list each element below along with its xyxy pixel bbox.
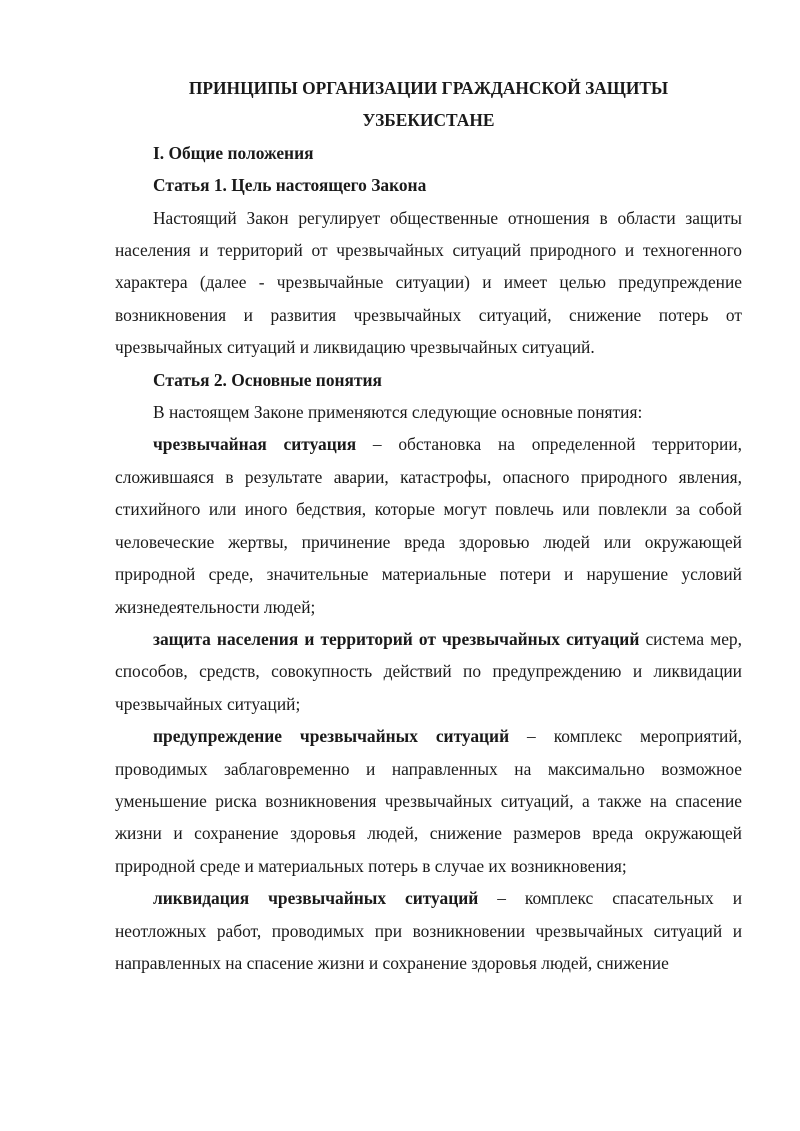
article-2-intro: В настоящем Законе применяются следующие основные понятия:: [153, 402, 643, 423]
article-1-text: Настоящий Закон регулирует общественные отношения в области защиты населения и территорий от чрезвычайных ситуаций природного и техногенного характера (далее - чрезвычайные ситуации) и имеет целью предупреждение возникновения и развития чрезвычайных ситуаций, снижение потерь от чрезвычайных ситуаций и ликвидацию чрезвычайных ситуаций.: [115, 207, 742, 358]
definition-term: чрезвычайная ситуация: [153, 434, 357, 455]
document-title: [115, 72, 742, 137]
definition-paragraph: [115, 882, 742, 979]
definition-text: – комплекс мероприятий, проводимых заблаговременно и направленных на максимально возможное уменьшение риска возникновения чрезвычайных ситуаций, а также на спасение жизни и сохранение здоровья людей, снижение размеров вреда окружающей природной среде и материальных потерь в случае их возникновения;: [115, 726, 742, 876]
article-2-heading: Статья 2. Основные понятия: [153, 369, 382, 390]
definition-paragraph: [115, 720, 742, 882]
definition-text: – обстановка на определенной территории, сложившаяся в результате аварии, катастрофы, опасного природного явления, стихийного или иного бедствия, которые могут повлечь или повлекли за собой человеческие жертвы, причинение вреда здоровью людей или окружающей природной среде, значительные материальные потери и нарушение условий жизнедеятельности людей;: [115, 434, 742, 617]
section-heading: I. Общие положения: [153, 142, 314, 163]
definition-term: защита населения и территорий от чрезвычайных ситуаций: [153, 628, 640, 649]
article-1-heading: Статья 1. Цель настоящего Закона: [153, 175, 427, 196]
definition-paragraph: [115, 428, 742, 622]
definition-text: система мер, способов, средств, совокупность действий по предупреждению и ликвидации чрезвычайных ситуаций;: [115, 628, 742, 714]
title-line-1: ПРИНЦИПЫ ОРГАНИЗАЦИИ ГРАЖДАНСКОЙ ЗАЩИТЫ: [188, 78, 669, 98]
definition-term: предупреждение чрезвычайных ситуаций: [153, 726, 510, 747]
definition-text: – комплекс спасательных и неотложных работ, проводимых при возникновении чрезвычайных ситуаций и направленных на спасение жизни и сохранение здоровья людей, снижение: [115, 888, 743, 973]
definition-paragraph: [115, 623, 742, 720]
title-line-2: УЗБЕКИСТАНЕ: [362, 110, 495, 131]
document-body: [115, 72, 742, 979]
definition-term: ликвидация чрезвычайных ситуаций: [153, 888, 479, 909]
